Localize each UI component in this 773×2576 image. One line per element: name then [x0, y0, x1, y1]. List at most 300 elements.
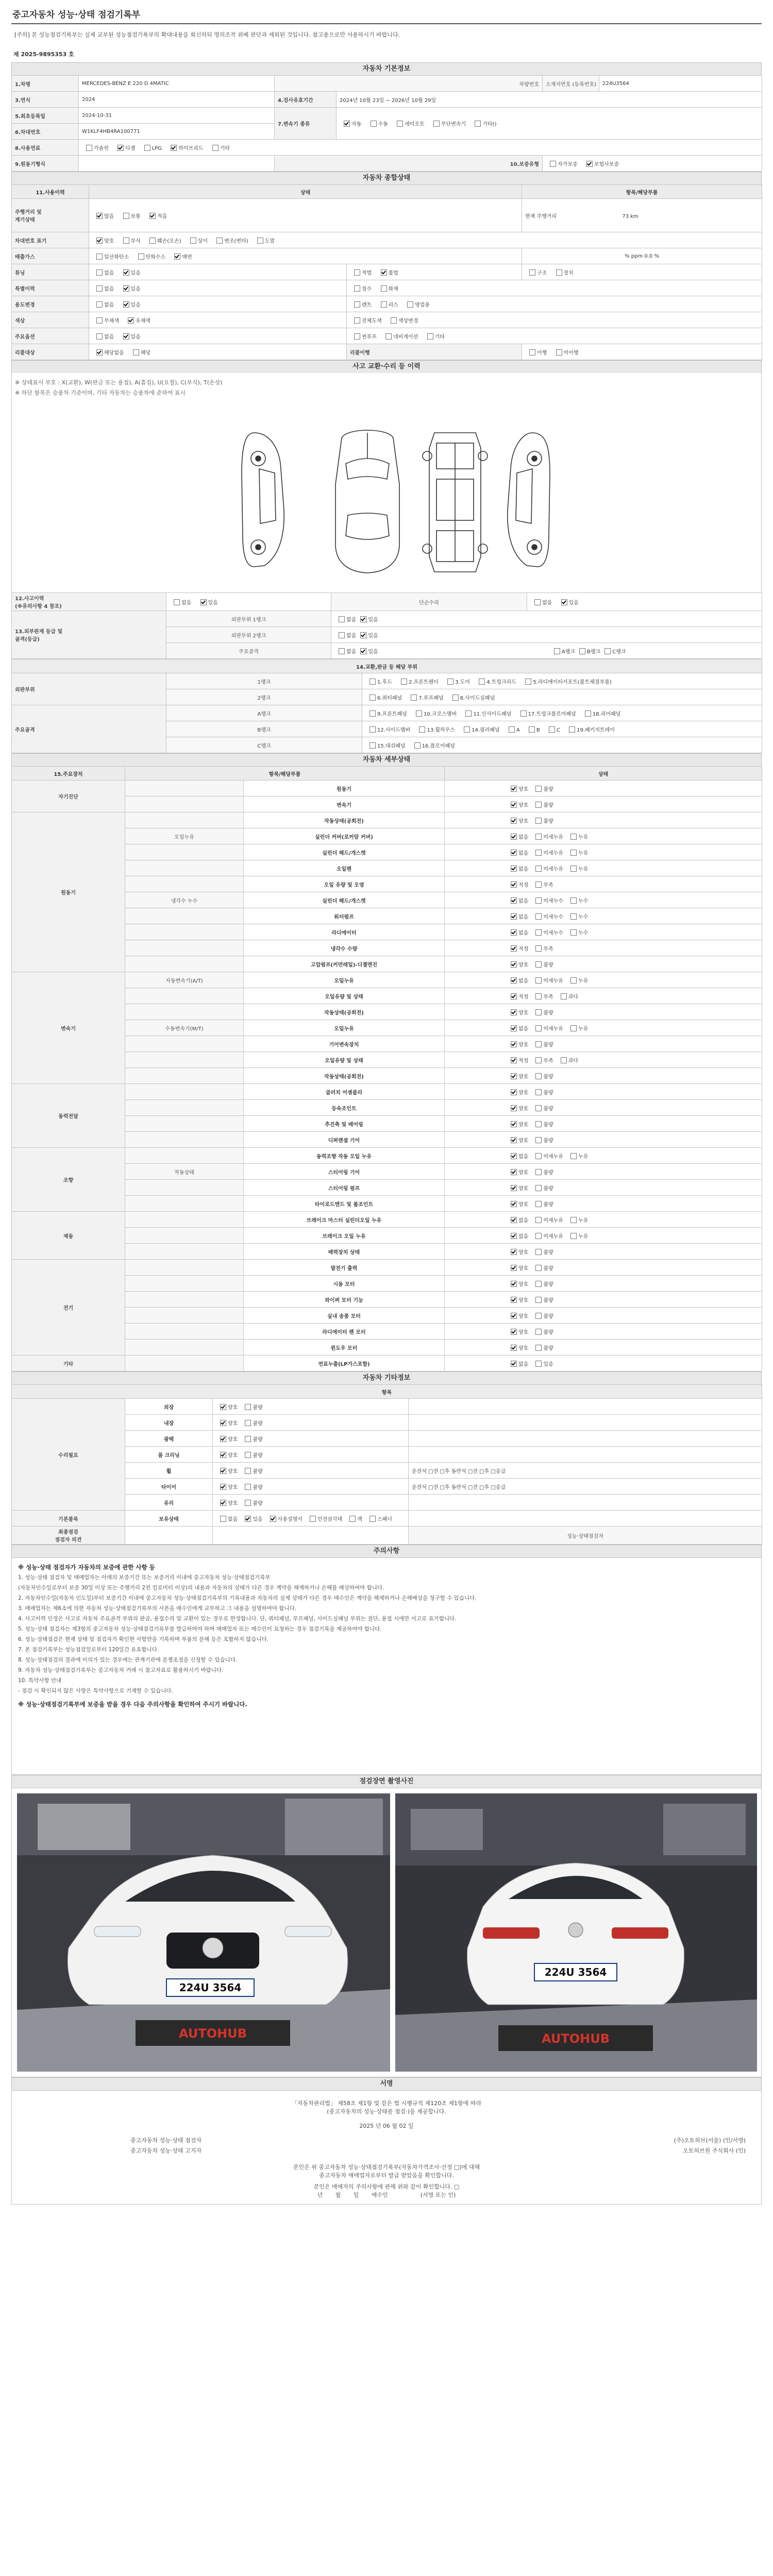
checkbox [391, 317, 397, 324]
detail-sub-label [125, 1324, 244, 1340]
checkbox [534, 599, 541, 605]
detail-item-label: 실린더 헤드/개스켓 [244, 892, 445, 908]
checkbox [339, 648, 345, 654]
notes-line: 6. 성능·상태점검은 현재 상태 및 점검자가 확인한 사항만을 기록하며 부품의 분해 등은 포함하지 않습니다. [18, 1636, 269, 1642]
checkbox [529, 349, 535, 355]
checkbox [354, 269, 360, 276]
checkbox-checked [511, 1201, 517, 1207]
checkbox [535, 1137, 542, 1143]
detail-item-label: 오일유량 및 상태 [244, 988, 445, 1004]
checkbox [570, 866, 577, 872]
detail-row [12, 1260, 762, 1276]
detail-item-label: 와이퍼 모터 기능 [244, 1292, 445, 1308]
checkbox [144, 145, 150, 151]
other-item-extra: 운전석 □전 □후 동반석 □전 □후 □응급 [409, 1463, 762, 1479]
checkbox [245, 1500, 251, 1506]
checkbox-checked [123, 301, 129, 308]
checkbox [174, 599, 180, 605]
detail-item-label: 추진축 및 베어링 [244, 1116, 445, 1132]
detail-item-options: 적정 부족 과다 [445, 988, 762, 1004]
checkbox [556, 269, 562, 276]
checkbox [475, 121, 481, 127]
checkbox [123, 238, 129, 244]
detail-item-label: 오일유량 및 상태 [244, 1052, 445, 1068]
detail-sub-label [125, 1340, 244, 1355]
parts-rank-2-items: 6.쿼터패널 7.루프패널 8.사이드실패널 [362, 689, 762, 705]
overall-state-header: 자동차 종합상태 [11, 172, 762, 184]
checkbox-checked [586, 161, 593, 167]
other-item-label: 유리 [125, 1495, 213, 1511]
parts-group-frame: 주요골격 [12, 705, 166, 753]
detail-item-options: 양호 불량 [445, 1260, 762, 1276]
checkbox-checked [220, 1500, 226, 1506]
checkbox-checked [511, 1233, 517, 1239]
options-type: 썬루프 네비게이션 기타 [347, 328, 762, 344]
checkbox [535, 1153, 542, 1159]
parts-rank-b-items: 12.사이드멤버 13.휠하우스 14.필러패널 A B C 19.패키지트레이 [362, 721, 762, 737]
checkbox [579, 648, 585, 654]
checkbox [96, 317, 103, 324]
engine-type-label: 9.원동기형식 [12, 156, 79, 172]
checkbox [149, 238, 156, 244]
checkbox [433, 121, 440, 127]
checkbox-checked [220, 1484, 226, 1490]
checkbox-checked [128, 317, 134, 324]
detail-item-options: 양호 불량 [445, 796, 762, 812]
fuel-options: 가솔린 디젤 LPG 하이브리드 기타 [79, 140, 762, 156]
detail-item-options: 없음 미세누유 누유 [445, 972, 762, 988]
detail-item-label: 냉각수 수량 [244, 940, 445, 956]
checkbox [561, 1057, 567, 1063]
other-item-options: 양호 불량 [213, 1479, 409, 1495]
detail-item-label: 작동상태(공회전) [244, 1068, 445, 1084]
col-state: 상태 [89, 185, 522, 199]
other-item-extra: 성능·상태점검자 [409, 1527, 762, 1545]
other-item-label [125, 1527, 213, 1545]
detail-sub-label: 수동변속기(M/T) [125, 1020, 244, 1036]
parts-rank-c-items: 15.대쉬패널 16.플로어패널 [362, 737, 762, 753]
detail-item-label: 브레이크 오일 누유 [244, 1228, 445, 1244]
checkbox-checked [511, 1313, 517, 1319]
checkbox-checked [511, 993, 517, 999]
parts-rank-a: A랭크 [166, 705, 362, 721]
outer-rank1-label: 외판부위 1랭크 [166, 611, 331, 627]
detail-item-options: 양호 불량 [445, 1068, 762, 1084]
col-main-device: 15.주요장치 [12, 767, 125, 781]
other-item-options [213, 1527, 409, 1545]
checkbox-checked [511, 834, 517, 840]
checkbox [570, 1233, 577, 1239]
checkbox-checked [511, 897, 517, 904]
sign-line-1: 「자동차관리법」 제58조 제1항 및 같은 법 시행규칙 제120조 제1항에 따라 [291, 2100, 482, 2107]
checkbox-checked [511, 1297, 517, 1303]
parts-rank-1: 1랭크 [166, 673, 362, 689]
detail-item-label: 등속조인트 [244, 1100, 445, 1116]
detail-item-options: 적정 부족 [445, 876, 762, 892]
other-info-table [11, 1384, 762, 1545]
detail-item-label: 디퍼렌셜 기어 [244, 1132, 445, 1148]
detail-item-label: 원동기 [244, 781, 445, 796]
other-item-extra [409, 1495, 762, 1511]
other-item-extra: 운전석 □전 □후 동반석 □전 □후 □응급 [409, 1479, 762, 1495]
other-info-col: 항목 [12, 1385, 762, 1399]
mileage-options: 많음 보통 적음 [89, 199, 522, 232]
checkbox [371, 121, 377, 127]
checkbox [245, 1484, 251, 1490]
checkbox-checked [511, 1345, 517, 1351]
detail-sub-label [125, 1276, 244, 1292]
other-item-options: 양호 불량 [213, 1447, 409, 1463]
other-row [12, 1511, 762, 1527]
accident-label: 12.사고이력 (※유의사항 4 참조) [12, 593, 166, 611]
other-item-options: 양호 불량 [213, 1399, 409, 1415]
detail-item-options: 양호 불량 [445, 1308, 762, 1324]
photos-box [11, 1788, 762, 2077]
checkbox [212, 145, 219, 151]
checkbox [96, 285, 103, 292]
front-plate-text: 224U 3564 [179, 1981, 242, 1994]
checkbox [133, 349, 139, 355]
sign-line-5: 본인은 매매자의 주의사항에 관해 위와 같이 확인합니다. □ [313, 2183, 460, 2190]
checkbox [245, 1468, 251, 1474]
notes-line: 4. 사고이력 인정은 사고로 자동차 주요골격 부위의 판금, 용접수리 및 교환이 있는 경우로 한정합니다. 단, 쿼터패널, 루프패널, 사이드실패널 부위는 절단, 용접 시에만 사고로 표기합니다. [18, 1616, 457, 1622]
detail-sub-label [125, 956, 244, 972]
sign-line-6: 년 월 일 매수인 (서명 또는 인) [317, 2192, 456, 2198]
use-change-options: 없음 있음 [89, 296, 347, 312]
detail-sub-label [125, 1244, 244, 1260]
notes-title-2: ※ 성능·상태점검기록부에 보증을 받을 경우 다음 주의사항을 확인하여 주시기 바랍니다. [18, 1701, 247, 1708]
detail-item-label: 시동 모터 [244, 1276, 445, 1292]
checkbox [535, 1361, 542, 1367]
checkbox-checked [220, 1468, 226, 1474]
sign-inspector-label: 중고자동차 성능·상태 점검자 [130, 2137, 202, 2144]
color-label: 색상 [12, 312, 89, 328]
checkbox [535, 882, 542, 888]
checkbox-checked [171, 145, 177, 151]
checkbox-checked [96, 238, 103, 244]
checkbox [427, 333, 433, 340]
checkbox [354, 285, 360, 292]
checkbox [535, 1169, 542, 1175]
detail-item-options: 양호 불량 [445, 781, 762, 796]
detail-sub-label: 자동변속기(A/T) [125, 972, 244, 988]
detail-sub-label [125, 860, 244, 876]
detail-sub-label [125, 1132, 244, 1148]
other-item-extra [409, 1415, 762, 1431]
parts-rank-1-items: 1.후드 2.프론트펜더 3.도어 4.트렁크리드 5.라디에이터서포트(볼트체결부품) [362, 673, 762, 689]
checkbox [354, 333, 360, 340]
checkbox [535, 1201, 542, 1207]
parts-group-outer: 외판부위 [12, 673, 166, 705]
parts-header: 14.교환,판금 등 해당 부위 [12, 659, 762, 673]
checkbox-checked [200, 599, 207, 605]
notes-line: 8. 성능·상태점검의 결과에 이의가 있는 경우에는 관계기관에 분쟁조정을 신청할 수 있습니다. [18, 1657, 238, 1663]
car-name-label: 1.차명 [12, 76, 79, 92]
options-options: 없음 있음 [89, 328, 347, 344]
checkbox [339, 616, 345, 622]
sign-notifier-label: 중고자동차 성능·상태 고지자 [130, 2147, 202, 2154]
car-outline-drawing [12, 402, 762, 592]
checkbox-checked [511, 1153, 517, 1159]
transmission-options: 자동 수동 세미오토 무단변속기 기타() [337, 108, 762, 140]
other-item-extra [409, 1431, 762, 1447]
rear-plate-text: 224U 3564 [544, 1966, 607, 1978]
detail-item-options: 양호 불량 [445, 1084, 762, 1100]
vin-marking-options: 양호 부식 훼손(오손) 상이 변조(변타) 도말 [89, 232, 762, 248]
detail-item-label: 실내 송풍 모터 [244, 1308, 445, 1324]
engine-type-value [79, 156, 275, 172]
detail-item-options: 양호 불량 [445, 1324, 762, 1340]
parts-table [11, 659, 762, 753]
checkbox-checked [123, 285, 129, 292]
detail-item-label: 브레이크 마스터 실린더오일 누유 [244, 1212, 445, 1228]
detail-group-label: 전기 [12, 1260, 125, 1355]
notes-line: 3. 매매업자는 제6조에 의한 자동차 성능·상태점검기록부의 사본을 매수인에게 교부하고 그 내용을 설명하여야 합니다. [18, 1605, 297, 1612]
mileage-label: 주행거리 및 계기상태 [12, 199, 89, 232]
checkbox [354, 301, 360, 308]
checkbox-checked [220, 1404, 226, 1410]
other-item-label: 타이어 [125, 1479, 213, 1495]
checkbox [349, 1516, 356, 1522]
detail-item-options: 없음 미세누수 누수 [445, 908, 762, 924]
sign-box [11, 2090, 762, 2205]
notes-line: - 점검 시 확인되지 않은 사항은 특약사항으로 기재할 수 있습니다. [18, 1688, 173, 1694]
checkbox-checked [511, 1009, 517, 1015]
detail-item-options: 양호 불량 [445, 1036, 762, 1052]
checkbox [535, 1073, 542, 1079]
detail-sub-label [125, 1036, 244, 1052]
emission-label: 배출가스 [12, 248, 89, 264]
vin-label: 6.차대번호 [12, 124, 79, 140]
checkbox [570, 1217, 577, 1223]
checkbox-checked [360, 648, 366, 654]
detail-item-options: 없음 미세누유 누유 [445, 828, 762, 844]
checkbox-checked [511, 977, 517, 984]
rear-photo [395, 1793, 757, 2072]
other-item-label: 내장 [125, 1415, 213, 1431]
detail-item-label: 고압펌프(커먼레일)-디젤엔진 [244, 956, 445, 972]
rear-brand-text: AUTOHUB [542, 2031, 610, 2046]
photos-header: 점검장면 촬영사진 [11, 1775, 762, 1788]
special-history-label: 특별이력 [12, 280, 89, 296]
use-change-type: 렌트 리스 영업용 [347, 296, 762, 312]
checkbox [123, 213, 129, 219]
detail-item-options: 적정 부족 과다 [445, 1052, 762, 1068]
detail-item-options: 양호 불량 [445, 1276, 762, 1292]
detail-item-label: 동력조향 작동 오일 누유 [244, 1148, 445, 1164]
detail-state-header: 자동차 세부상태 [11, 753, 762, 766]
checkbox [535, 961, 542, 968]
recall-label: 리콜대상 [12, 344, 89, 360]
detail-sub-label: 냉각수 누수 [125, 892, 244, 908]
notes-line: 7. 본 점검기록부는 성능점검일로부터 120일간 유효합니다. [18, 1647, 159, 1653]
detail-item-label: 실린더 커버(로커암 커버) [244, 828, 445, 844]
checkbox [570, 1153, 577, 1159]
checkbox-checked [511, 929, 517, 936]
options-label: 주요옵션 [12, 328, 89, 344]
warranty-label: 10.보증유형 [275, 156, 543, 172]
detail-group-label: 조향 [12, 1148, 125, 1212]
checkbox [245, 1436, 251, 1442]
checkbox [535, 1233, 542, 1239]
notes-title: ※ 성능·상태 점검자가 자동차의 보증에 관한 사항 등 [18, 1564, 155, 1571]
detail-item-label: 오일누유 [244, 972, 445, 988]
checkbox [535, 1217, 542, 1223]
notes-body [11, 1557, 762, 1775]
detail-item-options: 양호 불량 [445, 1196, 762, 1212]
checkbox-checked [511, 1361, 517, 1367]
other-item-extra [409, 1447, 762, 1463]
detail-item-label: 스티어링 기어 [244, 1164, 445, 1180]
checkbox-checked [511, 1265, 517, 1271]
checkbox [556, 349, 562, 355]
detail-item-options: 양호 불량 [445, 1116, 762, 1132]
detail-item-label: 스티어링 펌프 [244, 1180, 445, 1196]
checkbox [570, 913, 577, 920]
checkbox [535, 1089, 542, 1095]
checkbox [535, 1057, 542, 1063]
detail-item-label: 발전기 출력 [244, 1260, 445, 1276]
checkbox-checked [511, 1281, 517, 1287]
checkbox-checked [381, 269, 387, 276]
checkbox [535, 1185, 542, 1191]
checkbox-checked [511, 1105, 517, 1111]
fuel-label: 8.사용연료 [12, 140, 79, 156]
checkbox [570, 834, 577, 840]
sign-inspector-value: (주)오토허브(서울) (인/서명) [674, 2137, 746, 2144]
detail-sub-label [125, 1052, 244, 1068]
detail-item-label: 클러치 어셈블리 [244, 1084, 445, 1100]
checkbox [385, 333, 392, 340]
parts-rank-b: B랭크 [166, 721, 362, 737]
detail-sub-label [125, 1148, 244, 1164]
checkbox [535, 1265, 542, 1271]
other-item-options: 양호 불량 [213, 1495, 409, 1511]
detail-item-label: 연료누출(LP가스포함) [244, 1355, 445, 1371]
checkbox-checked [511, 1057, 517, 1063]
special-history-type: 침수 화재 [347, 280, 762, 296]
detail-item-label: 실린더 헤드/개스켓 [244, 844, 445, 860]
outer-rank1-options: 없음 있음 [331, 611, 762, 627]
checkbox-checked [123, 333, 129, 340]
other-item-label: 룸 크리닝 [125, 1447, 213, 1463]
recall-options: 해당없음 해당 [89, 344, 347, 360]
other-row [12, 1399, 762, 1415]
checkbox-checked [360, 632, 366, 638]
checkbox [554, 648, 560, 654]
detail-sub-label [125, 940, 244, 956]
other-group-label: 최종점검 점검자 의견 [12, 1527, 125, 1545]
checkbox-checked [511, 1025, 517, 1031]
checkbox-checked [511, 786, 517, 792]
main-frame-options: 없음 있음 A랭크 B랭크 C랭크 [331, 643, 762, 659]
checkbox [96, 301, 103, 308]
model-year-label: 3.연식 [12, 92, 79, 108]
detail-sub-label [125, 1068, 244, 1084]
car-top-view [335, 430, 399, 573]
other-item-label: 외장 [125, 1399, 213, 1415]
detail-sub-label [125, 1004, 244, 1020]
vin-value: W1KLF4HB4RA100771 [79, 124, 275, 140]
checkbox-checked [511, 850, 517, 856]
detail-item-options: 적정 부족 [445, 940, 762, 956]
checkbox-checked [117, 145, 124, 151]
checkbox-checked [96, 213, 103, 219]
detail-item-options: 없음 미세누유 누유 [445, 1020, 762, 1036]
detail-item-label: 오일누유 [244, 1020, 445, 1036]
simple-repair-label: 단순수리 [331, 593, 527, 611]
checkbox [535, 850, 542, 856]
checkbox [354, 317, 360, 324]
checkbox [535, 1105, 542, 1111]
checkbox-checked [511, 1329, 517, 1335]
outer-panel-label: 13.외부판재 등급 및 골격(등급) [12, 611, 166, 659]
other-item-options: 양호 불량 [213, 1463, 409, 1479]
detail-row [12, 1355, 762, 1371]
detail-sub-label [125, 1308, 244, 1324]
other-item-options: 양호 불량 [213, 1415, 409, 1431]
emission-value: % ppm 0.0 % [522, 248, 762, 264]
checkbox-checked [511, 1073, 517, 1079]
notes-header: 주의사항 [11, 1545, 762, 1557]
detail-group-label: 기타 [12, 1355, 125, 1371]
detail-sub-label [125, 812, 244, 828]
checkbox-checked [511, 882, 517, 888]
detail-row [12, 1212, 762, 1228]
notes-line: 10. 특약사항 안내 [18, 1677, 62, 1684]
certificate-number: 제 2025-9895353 호 [13, 51, 74, 58]
checkbox [86, 145, 92, 151]
detail-item-options: 없음 미세누유 누유 [445, 1212, 762, 1228]
mileage-value: 현재 주행거리 73 km [522, 199, 762, 232]
notice-text: [주의] 본 성능점검기록부는 실제 교부된 성능점검기록부의 확대내용을 회신하되 명의조작 위배 판단과 제외된 것입니다. 참고용으로만 사용하시기 바랍니다. [14, 31, 400, 38]
tuning-type: 구조 장치 [522, 264, 762, 280]
checkbox [381, 285, 387, 292]
car-left-side-view [242, 433, 284, 567]
checkbox [535, 866, 542, 872]
detail-group-label: 원동기 [12, 812, 125, 972]
checkbox-checked [511, 1041, 517, 1047]
detail-row [12, 1084, 762, 1100]
special-history-options: 없음 있음 [89, 280, 347, 296]
detail-item-label: 오일팬 [244, 860, 445, 876]
detail-item-options: 양호 불량 [445, 1132, 762, 1148]
detail-item-label: 배력장치 상태 [244, 1244, 445, 1260]
checkbox [535, 1313, 542, 1319]
notes-lines [18, 1573, 755, 1695]
other-group-label: 기본품목 [12, 1511, 125, 1527]
detail-sub-label: 작동상태 [125, 1164, 244, 1180]
registration-label: 소재지번호 (등록번호) [543, 76, 599, 92]
checkbox [570, 929, 577, 936]
report-page [11, 3, 762, 2205]
detail-item-options: 없음 미세누유 누유 [445, 1228, 762, 1244]
checkbox [570, 850, 577, 856]
basic-info-table [11, 75, 762, 172]
checkbox-checked [511, 1249, 517, 1255]
detail-item-options: 양호 불량 [445, 1100, 762, 1116]
checkbox [550, 161, 556, 167]
checkbox [535, 993, 542, 999]
checkbox [535, 929, 542, 936]
other-row [12, 1527, 762, 1545]
front-brand-text: AUTOHUB [179, 2026, 247, 2041]
notes-line: 2. 자동차인수일(자동차 인도일)부터 보증기간 이내에 중고자동차 성능·상태점검기록부의 기록내용과 자동차의 실제 상태가 다른 경우 매수인은 계약을 해제하거나 손해배상을 청구할 수 있습니다. [18, 1595, 477, 1601]
detail-item-label: 작동상태(공회전) [244, 1004, 445, 1020]
checkbox-checked [511, 961, 517, 968]
detail-sub-label [125, 844, 244, 860]
checkbox [220, 1516, 226, 1522]
